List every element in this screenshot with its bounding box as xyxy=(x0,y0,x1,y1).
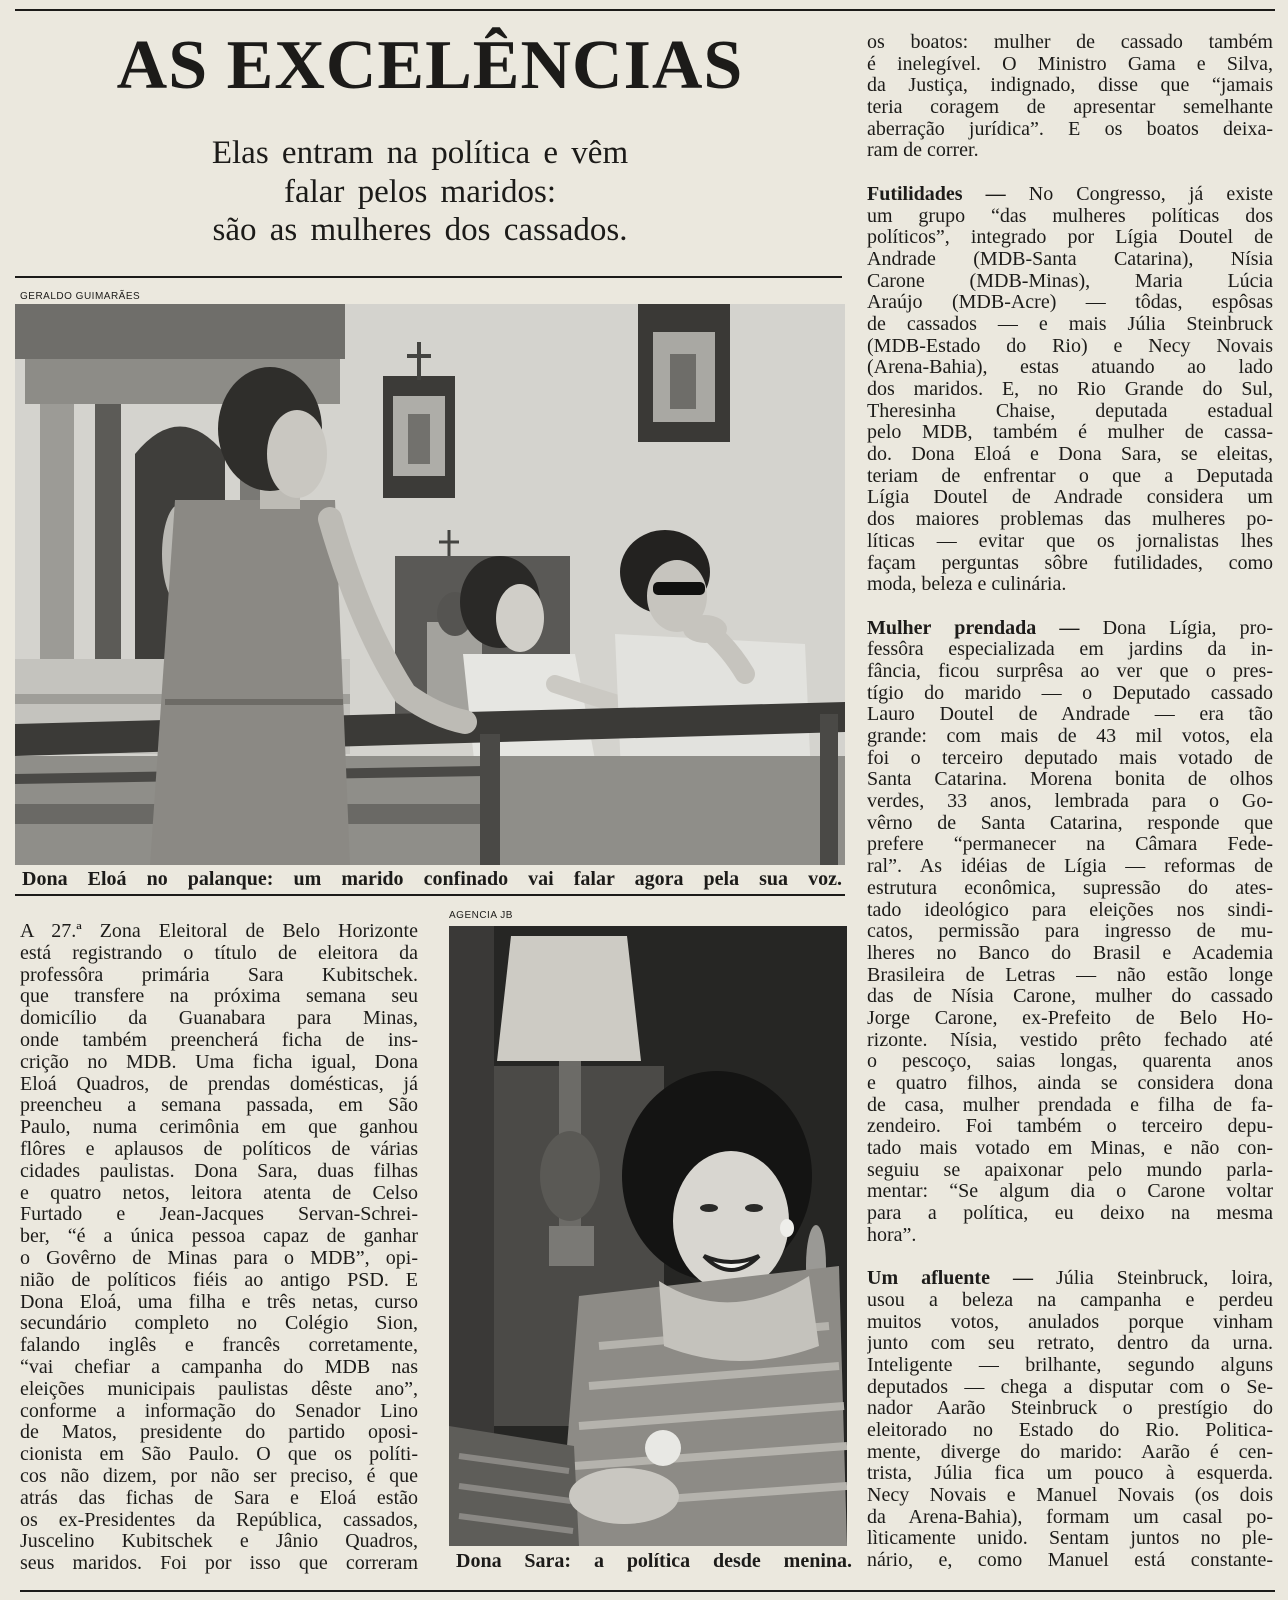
photo-caption: Dona Eloá no palanque: um marido confinado vai falar agora pela sua voz. xyxy=(22,868,842,890)
text-line: falando inglês e francês corretamente, xyxy=(20,1335,418,1357)
text-line: fância, ficou surprêsa ao ver que o pres- xyxy=(867,660,1273,682)
text-line: deputados — chega a disputar com o Se- xyxy=(867,1376,1273,1398)
subheadline xyxy=(15,134,825,250)
text-line: de Matos, presidente do partido oposi- xyxy=(20,1422,418,1444)
photo-credit: GERALDO GUIMARÃES xyxy=(20,291,141,302)
section-paragraph xyxy=(867,184,1273,596)
lamp-shade xyxy=(497,936,641,1061)
top-rule xyxy=(15,9,1275,11)
text-line: Furtado e Jean-Jacques Servan-Schrei- xyxy=(20,1204,418,1226)
text-line: verdes, 33 anos, lembrada para o Go- xyxy=(867,791,1273,813)
text-line: lheres no Banco do Brasil e Academia xyxy=(867,942,1273,964)
text-line: fessôra especializada em jardins da in- xyxy=(867,639,1273,661)
text-line: catos, permissão para ingresso de mu- xyxy=(867,921,1273,943)
section-paragraph xyxy=(867,618,1273,1247)
text-line: façam perguntas sôbre futilidades, como xyxy=(867,552,1273,574)
text-line: ram de correr. xyxy=(867,140,979,162)
woman-left-dress xyxy=(150,500,350,865)
text-line: cionista em São Paulo. O que os políti- xyxy=(20,1444,418,1466)
text-line: políticos”, integrado por Lígia Doutel de xyxy=(867,227,1273,249)
text-line: teria coragem de apresentar semelhante xyxy=(867,97,1273,119)
text-line: lìticamente unido. Sentam juntos no ple- xyxy=(867,1528,1273,1550)
text-line: mentar: “Se algum dia o Carone voltar xyxy=(867,1181,1273,1203)
text-line: aberração jurídica”. E os boatos deixa- xyxy=(867,118,1273,140)
text-line: da Justiça, indignado, disse que “jamais xyxy=(867,75,1273,97)
text-line: Theresinha Chaise, deputada estadual xyxy=(867,400,1273,422)
paragraph xyxy=(867,32,1273,162)
text-line: o pescoço, saias longas, quarenta anos xyxy=(867,1051,1273,1073)
section-lead: Futilidades — xyxy=(867,183,1006,205)
text-line: e quatro filhos, ainda se considera dona xyxy=(867,1073,1273,1094)
headline-rule xyxy=(15,276,842,278)
text-line: e quatro netos, leitora atenta de Celso xyxy=(20,1182,418,1204)
text-line: Paulo, numa cerimônia em que ganhou xyxy=(20,1117,418,1139)
text-line: que transfere na próxima semana seu xyxy=(20,986,418,1008)
text-line: de cassados — e mais Júlia Steinbruck xyxy=(867,313,1273,335)
text-line: os boatos: mulher de cassado também xyxy=(867,32,1273,53)
text-line: conforme a informação do Senador Lino xyxy=(20,1400,418,1422)
text-line: Carone (MDB-Minas), Maria Lúcia xyxy=(867,270,1273,292)
text-line: trista, Júlia fica um pouco à esquerda. xyxy=(867,1463,1273,1485)
subheadline-line: falar pelos maridos: xyxy=(283,173,557,210)
text-line: líticas — evitar que os jornalistas lhes xyxy=(867,530,1273,552)
woman-left-belt xyxy=(165,699,343,705)
text-line: os ex-Presidentes da República, cassados, xyxy=(20,1509,418,1531)
text-line: de casa, mulher prendada e filha de fa- xyxy=(867,1094,1273,1116)
section-lead: Mulher prendada — xyxy=(867,617,1080,639)
woman-hands xyxy=(569,1468,679,1524)
paragraph-gap xyxy=(867,1247,1273,1269)
text-column-right xyxy=(867,32,1273,1572)
text-line: Brasileira de Letras — não estão longe xyxy=(867,964,1273,986)
text-line: dos maiores problemas das mulheres po- xyxy=(867,509,1273,531)
text-line: Lauro Doutel de Andrade — era tão xyxy=(867,704,1273,726)
lamp-base xyxy=(540,1131,600,1221)
woman-eye xyxy=(700,1204,718,1212)
text-line: teriam de enfrentar o que a Deputada xyxy=(867,465,1273,487)
text-line: A 27.ª Zona Eleitoral de Belo Horizonte xyxy=(20,921,418,942)
text-line-rest: Dona Lígia, pro- xyxy=(1102,617,1273,639)
text-line: da Arena-Bahia), formam um casal po- xyxy=(867,1506,1273,1528)
wall-painting-figure xyxy=(670,354,696,409)
text-line: (MDB-Estado do Rio) e Necy Novais xyxy=(867,335,1273,357)
railing-post xyxy=(820,714,838,865)
photo-dona-eloa xyxy=(15,304,845,865)
text-line: tado mais votado em Minas, e não con- xyxy=(867,1138,1273,1160)
text-line: ral”. As idéias de Lígia — reformas de xyxy=(867,856,1273,878)
text-line-rest: Júlia Steinbruck, loira, xyxy=(1055,1268,1273,1290)
altar-cornice xyxy=(15,304,345,359)
bottom-rule xyxy=(20,1590,1275,1592)
section-paragraph xyxy=(867,1268,1273,1572)
text-line: cos não dizem, por não ser preciso, é que xyxy=(20,1465,418,1487)
text-line: foi o terceiro deputado mais votado de xyxy=(867,747,1273,769)
sunglasses xyxy=(653,582,705,595)
subheadline-line: são as mulheres dos cassados. xyxy=(212,212,628,248)
text-line: mente, diverge do marido: Aarão é cen- xyxy=(867,1441,1273,1463)
text-line: seguiu se apaixonar pelo mundo parla- xyxy=(867,1159,1273,1181)
lamp-bracket xyxy=(549,1226,594,1266)
altar-column xyxy=(95,404,121,694)
text-line-rest: No Congresso, já existe xyxy=(1028,183,1273,205)
text-line: Eloá Quadros, de prendas domésticas, já xyxy=(20,1073,418,1095)
paragraph-gap xyxy=(867,596,1273,618)
text-line: secundário completo no Colégio Sion, xyxy=(20,1313,418,1335)
text-line: muitos votos, anulados porque vinham xyxy=(867,1311,1273,1333)
text-line: nião de políticos fiéis ao antigo PSD. E xyxy=(20,1269,418,1291)
text-column-left xyxy=(20,921,418,1575)
earring xyxy=(780,1219,794,1237)
text-line: rizonte. Nísia, vestido prêto fechado até xyxy=(867,1029,1273,1051)
text-line: Santa Catarina. Morena bonita de olhos xyxy=(867,769,1273,791)
text-line: “vai chefiar a campanha do MDB nas xyxy=(20,1356,418,1378)
text-line: vêrno de Santa Catarina, responde que xyxy=(867,812,1273,834)
photo-dona-eloa-image xyxy=(15,304,845,865)
text-line: cidades paulistas. Dona Sara, duas filhas xyxy=(20,1160,418,1182)
text-line: junto com seu retrato, dentro da urna. xyxy=(867,1333,1273,1355)
wall-painting-figure xyxy=(408,414,430,464)
section-lead: Um afluente — xyxy=(867,1268,1033,1290)
text-line: Inteligente — brilhante, segundo alguns xyxy=(867,1354,1273,1376)
headline: AS EXCELÊNCIAS xyxy=(116,27,744,104)
subheadline-line: Elas entram na política e vêm xyxy=(211,135,629,171)
text-line: seus maridos. Foi por isso que correram xyxy=(20,1553,418,1575)
text-line: domicílio da Guanabara para Minas, xyxy=(20,1008,418,1030)
paragraph-gap xyxy=(867,162,1273,184)
text-line: Jorge Carone, ex-Prefeito de Belo Ho- xyxy=(867,1007,1273,1029)
text-line xyxy=(867,618,1273,640)
photo-caption: Dona Sara: a política desde menina. xyxy=(456,1550,852,1572)
text-line: prefere “permanecer na Câmara Fede- xyxy=(867,834,1273,856)
text-line: crição no MDB. Uma ficha igual, Dona xyxy=(20,1051,418,1073)
woman-eye xyxy=(745,1204,763,1212)
light-spot xyxy=(645,1430,681,1466)
text-line: está registrando o título de eleitora da xyxy=(20,942,418,964)
text-line: Araújo (MDB-Acre) — tôdas, espôsas xyxy=(867,292,1273,314)
text-line xyxy=(867,1268,1273,1290)
text-line xyxy=(867,184,1273,206)
text-line: onde também preencherá ficha de ins- xyxy=(20,1029,418,1051)
woman-right-hands xyxy=(683,615,727,643)
text-line: ber, “é a única pessoa capaz de ganhar xyxy=(20,1226,418,1248)
text-line: eleitorado no Estado do Rio. Politica- xyxy=(867,1420,1273,1441)
paragraph xyxy=(20,921,418,1575)
text-line: pelo MDB, também é mulher de cassa- xyxy=(867,422,1273,444)
text-line: zendeiro. Foi também o terceiro depu- xyxy=(867,1116,1273,1138)
text-line: grande: com mais de 43 mil votos, ela xyxy=(867,726,1273,747)
altar-column xyxy=(40,404,74,694)
text-line: preencheu a semana passada, em São xyxy=(20,1095,418,1117)
text-line: estrutura econômica, supressão do ates- xyxy=(867,877,1273,899)
photo-credit: AGENCIA JB xyxy=(449,910,513,921)
text-line: Lígia Doutel de Andrade considera um xyxy=(867,487,1273,509)
text-line: nário, e, como Manuel está constante- xyxy=(867,1550,1273,1572)
photo-dona-sara-image xyxy=(449,926,847,1546)
text-line: Necy Novais e Manuel Novais (os dois xyxy=(867,1485,1273,1507)
text-line: professôra primária Sara Kubitschek. xyxy=(20,964,418,986)
text-line: das de Nísia Carone, mulher do cassado xyxy=(867,986,1273,1008)
photo-dona-sara xyxy=(449,926,847,1546)
text-line: hora”. xyxy=(867,1224,917,1246)
text-line: dos maridos. E, no Rio Grande do Sul, xyxy=(867,379,1273,400)
text-line: nador Aarão Steinbruck o prestígio do xyxy=(867,1398,1273,1420)
text-line: tado ideológico para eleições nos sindi- xyxy=(867,899,1273,921)
text-line: Juscelino Kubitschek e Jânio Quadros, xyxy=(20,1531,418,1553)
text-line: um grupo “das mulheres políticas dos xyxy=(867,205,1273,227)
girl-face xyxy=(496,584,544,652)
text-line: Dona Eloá, uma filha e três netas, curso xyxy=(20,1291,418,1313)
text-line: (Arena-Bahia), estas atuando ao lado xyxy=(867,357,1273,379)
text-line: o Govêrno de Minas para o MDB”, opi- xyxy=(20,1247,418,1269)
text-line: do. Dona Eloá e Dona Sara, se eleitas, xyxy=(867,444,1273,466)
text-line: atrás das fichas de Sara e Eloá estão xyxy=(20,1487,418,1509)
text-line: é inelegível. O Ministro Gama e Silva, xyxy=(867,53,1273,75)
text-line: moda, beleza e culinária. xyxy=(867,574,1067,596)
text-line: para a política, eu deixo na mesma xyxy=(867,1203,1273,1225)
text-line: eleições municipais paulistas dêste ano”, xyxy=(20,1378,418,1400)
railing-post xyxy=(480,734,500,865)
text-line: Andrade (MDB-Santa Catarina), Nísia xyxy=(867,248,1273,270)
caption-rule xyxy=(15,894,845,896)
text-line: tígio do marido — o Deputado cassado xyxy=(867,682,1273,704)
text-line: flôres e aplausos de políticos de várias xyxy=(20,1138,418,1160)
text-line: usou a beleza na campanha e perdeu xyxy=(867,1289,1273,1311)
woman-left-face xyxy=(267,410,327,498)
